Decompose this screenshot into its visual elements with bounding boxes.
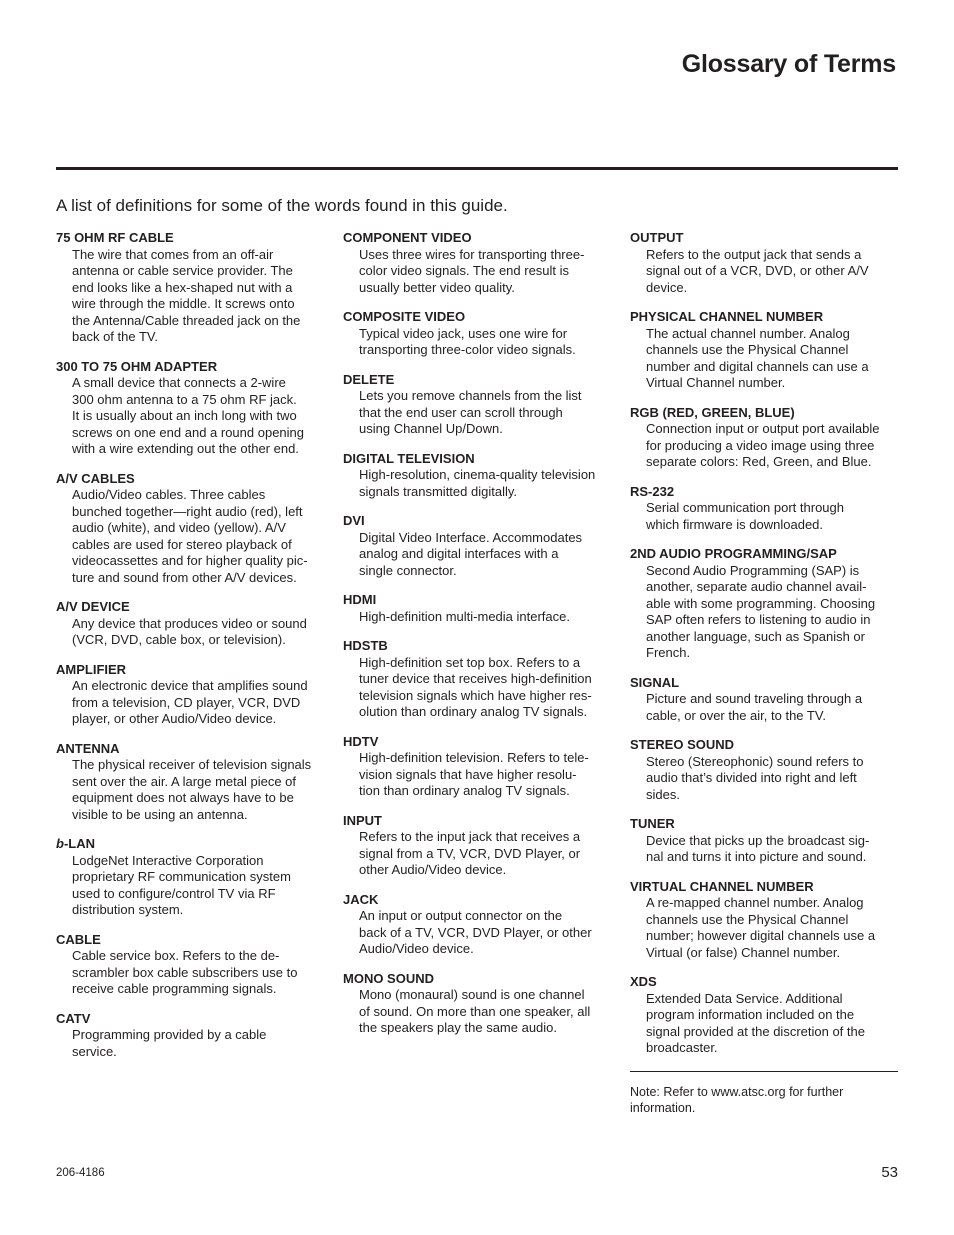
glossary-term-label: MONO SOUND (343, 970, 434, 986)
glossary-term (56, 230, 328, 247)
glossary-term (630, 405, 900, 422)
glossary-entry-cable (56, 932, 328, 998)
glossary-entry-physical-channel-number (630, 309, 900, 392)
glossary-term-label: ANTENNA (56, 740, 120, 756)
glossary-term (630, 816, 900, 833)
glossary-definition: Typical video jack, uses one wire for transporting three-color video signals. (359, 325, 576, 357)
glossary-entry-mono-sound (343, 971, 615, 1037)
glossary-entry-input (343, 813, 615, 879)
glossary-term-label: VIRTUAL CHANNEL NUMBER (630, 878, 814, 894)
glossary-term (56, 359, 328, 376)
glossary-term (630, 230, 900, 247)
glossary-entry-a-v-cables (56, 471, 328, 587)
glossary-term-label: RGB (RED, GREEN, BLUE) (630, 404, 795, 420)
glossary-definition: Second Audio Programming (SAP) is another, separate audio channel avail- able with some programming. Choosing SAP often refers to listening to audio in another language, such as Spanish or French. (646, 562, 876, 660)
glossary-entry-signal (630, 675, 900, 725)
glossary-term (56, 1011, 328, 1028)
glossary-entry-virtual-channel-number (630, 879, 900, 962)
glossary-definition: Uses three wires for transporting three- color video signals. The end result is usually better video quality. (359, 246, 585, 295)
glossary-term (56, 599, 328, 616)
glossary-term (343, 513, 615, 530)
glossary-definition: High-definition television. Refers to tele- vision signals that have higher resolu- tion than ordinary analog TV signals. (359, 750, 589, 798)
document-number: 206-4186 (56, 1167, 105, 1179)
glossary-definition: The physical receiver of television signals sent over the air. A large metal piece of equipment does not always have to be visible to be using an antenna. (72, 757, 312, 822)
glossary-column-1 (56, 230, 328, 1073)
glossary-definition: High-definition set top box. Refers to a tuner device that receives high-definition television signals which have higher res- olution than ordinary analog TV signals. (359, 654, 592, 719)
glossary-definition: High-definition multi-media interface. (359, 608, 570, 624)
glossary-definition: Any device that produces video or sound (VCR, DVD, cable box, or television). (72, 615, 307, 647)
glossary-definition: An input or output connector on the back of a TV, VCR, DVD Player, or other Audio/Video device. (359, 908, 592, 956)
glossary-definition: Connection input or output port available for producing a video image using three separate colors: Red, Green, and Blue. (646, 421, 880, 469)
glossary-definition: Device that picks up the broadcast sig- nal and turns it into picture and sound. (646, 832, 870, 864)
glossary-term-label: 2ND AUDIO PROGRAMMING/SAP (630, 546, 837, 561)
glossary-term-label: DIGITAL TELEVISION (343, 450, 475, 466)
glossary-definition: Digital Video Interface. Accommodates analog and digital interfaces with a single connector. (359, 529, 583, 578)
glossary-entry-stereo-sound (630, 737, 900, 803)
glossary-definition: Extended Data Service. Additional program information included on the signal provided at the discretion of the broadcaster. (646, 990, 865, 1055)
glossary-definition: An electronic device that amplifies sound from a television, CD player, VCR, DVD player, or other Audio/Video device. (72, 678, 308, 726)
glossary-definition: The wire that comes from an off-air antenna or cable service provider. The end looks like a hex-shaped nut with a wire through the middle. It screws onto the Antenna/Cable threaded jack on the back of the TV. (72, 246, 301, 344)
glossary-entry-antenna (56, 741, 328, 824)
glossary-definition: Picture and sound traveling through a cable, or over the air, to the TV. (646, 691, 863, 723)
header-divider (56, 167, 898, 170)
glossary-term-label: CATV (56, 1010, 91, 1026)
glossary-term (630, 675, 900, 692)
glossary-term-label: SIGNAL (630, 674, 680, 690)
glossary-entry-rgb-red-green-blue (630, 405, 900, 471)
glossary-entry-amplifier (56, 662, 328, 728)
glossary-term (343, 892, 615, 909)
glossary-entry-hdtv (343, 734, 615, 800)
glossary-entry-dvi (343, 513, 615, 579)
note-text: Note: Refer to www.atsc.org for further information. (630, 1084, 844, 1115)
glossary-term (343, 971, 615, 988)
page-title: Glossary of Terms (681, 50, 896, 78)
glossary-term-prefix: b (56, 836, 64, 851)
glossary-entry-xds (630, 974, 900, 1057)
glossary-definition: Serial communication port through which firmware is downloaded. (646, 500, 844, 532)
glossary-term (343, 813, 615, 830)
glossary-definition: Mono (monaural) sound is one channel of sound. On more than one speaker, all the speakers play the same audio. (359, 987, 591, 1035)
glossary-term (343, 734, 615, 751)
glossary-definition: Audio/Video cables. Three cables bunched together—right audio (red), left audio (white), and video (yellow). A/V cables are used for stereo playback of videocassettes and for higher quality pic- ture and sound from other A/V devices. (72, 487, 308, 585)
glossary-term-label: PHYSICAL CHANNEL NUMBER (630, 309, 824, 324)
glossary-term (56, 471, 328, 488)
glossary-term-label: A/V CABLES (56, 470, 135, 486)
glossary-term (343, 592, 615, 609)
glossary-definition: Programming provided by a cable service. (72, 1027, 267, 1059)
glossary-term-label: CABLE (56, 931, 101, 947)
glossary-term-label: JACK (343, 891, 379, 907)
glossary-term-label: 300 TO 75 OHM ADAPTER (56, 358, 218, 374)
glossary-definition: Refers to the output jack that sends a signal out of a VCR, DVD, or other A/V device. (646, 246, 869, 295)
glossary-entry-digital-television (343, 451, 615, 501)
glossary-entry-component-video (343, 230, 615, 296)
glossary-definition: Lets you remove channels from the list that the end user can scroll through using Channel Up/Down. (359, 388, 582, 436)
glossary-entry-catv (56, 1011, 328, 1061)
glossary-entry-jack (343, 892, 615, 958)
glossary-term (56, 662, 328, 679)
glossary-term-label: COMPONENT VIDEO (343, 230, 472, 245)
terms-container (630, 230, 900, 1057)
glossary-entry-rs-232 (630, 484, 900, 534)
glossary-term (343, 451, 615, 468)
glossary-term (56, 836, 328, 853)
glossary-term (630, 309, 900, 326)
glossary-term (630, 737, 900, 754)
glossary-term-label: DELETE (343, 371, 395, 387)
glossary-term-label: 75 OHM RF CABLE (56, 230, 174, 245)
glossary-term-label: XDS (630, 974, 657, 989)
glossary-entry-hdstb (343, 638, 615, 721)
glossary-term (630, 546, 900, 563)
glossary-definition: Refers to the input jack that receives a signal from a TV, VCR, DVD Player, or other Audio/Video device. (359, 829, 581, 877)
glossary-entry-delete (343, 372, 615, 438)
glossary-term-label: -LAN (63, 836, 95, 851)
glossary-term-label: HDSTB (343, 638, 388, 653)
glossary-term-label: TUNER (630, 816, 675, 831)
glossary-entry-75-ohm-rf-cable (56, 230, 328, 346)
glossary-term (343, 638, 615, 655)
glossary-entry-a-v-device (56, 599, 328, 649)
glossary-term-label: HDMI (343, 592, 377, 607)
glossary-term-label: INPUT (343, 812, 382, 828)
note-divider (630, 1071, 898, 1072)
glossary-term-label: A/V DEVICE (56, 599, 130, 614)
glossary-column-3 (630, 230, 900, 1117)
glossary-term (630, 879, 900, 896)
glossary-entry-b-lan (56, 836, 328, 919)
intro-text: A list of definitions for some of the words found in this guide. (56, 196, 508, 215)
glossary-term-label: OUTPUT (630, 230, 684, 245)
glossary-definition: A small device that connects a 2-wire 300 ohm antenna to a 75 ohm RF jack. It is usually about an inch long with two screws on one end and a round opening with a wire extending out the other end. (72, 375, 305, 456)
glossary-term (343, 309, 615, 326)
glossary-definition: A re-mapped channel number. Analog channels use the Physical Channel number; however digital channels use a Virtual (or false) Channel number. (646, 895, 876, 960)
glossary-term-label: HDTV (343, 733, 379, 749)
glossary-term-label: RS-232 (630, 483, 675, 499)
glossary-term-label: AMPLIFIER (56, 661, 127, 677)
glossary-definition: The actual channel number. Analog channels use the Physical Channel number and digital channels can use a Virtual Channel number. (646, 325, 869, 390)
glossary-term (630, 974, 900, 991)
glossary-term-label: DVI (343, 513, 365, 528)
glossary-entry-output (630, 230, 900, 296)
glossary-term (56, 741, 328, 758)
glossary-entry-2nd-audio-programming-sap (630, 546, 900, 662)
glossary-term (343, 230, 615, 247)
page-number: 53 (881, 1164, 898, 1181)
glossary-term (56, 932, 328, 949)
glossary-term-label: STEREO SOUND (630, 737, 735, 752)
glossary-definition: Cable service box. Refers to the de- scrambler box cable subscribers use to receive cable programming signals. (72, 948, 298, 996)
glossary-definition: High-resolution, cinema-quality television signals transmitted digitally. (359, 467, 596, 499)
glossary-definition: Stereo (Stereophonic) sound refers to audio that’s divided into right and left sides. (646, 753, 864, 802)
glossary-entry-composite-video (343, 309, 615, 359)
glossary-definition: LodgeNet Interactive Corporation proprietary RF communication system used to configure/control TV via RF distribution system. (72, 852, 291, 917)
glossary-term (343, 372, 615, 389)
glossary-entry-hdmi (343, 592, 615, 625)
glossary-entry-tuner (630, 816, 900, 866)
glossary-term-label: COMPOSITE VIDEO (343, 309, 466, 324)
glossary-entry-300-to-75-ohm-adapter (56, 359, 328, 458)
glossary-term (630, 484, 900, 501)
glossary-column-2 (343, 230, 615, 1050)
